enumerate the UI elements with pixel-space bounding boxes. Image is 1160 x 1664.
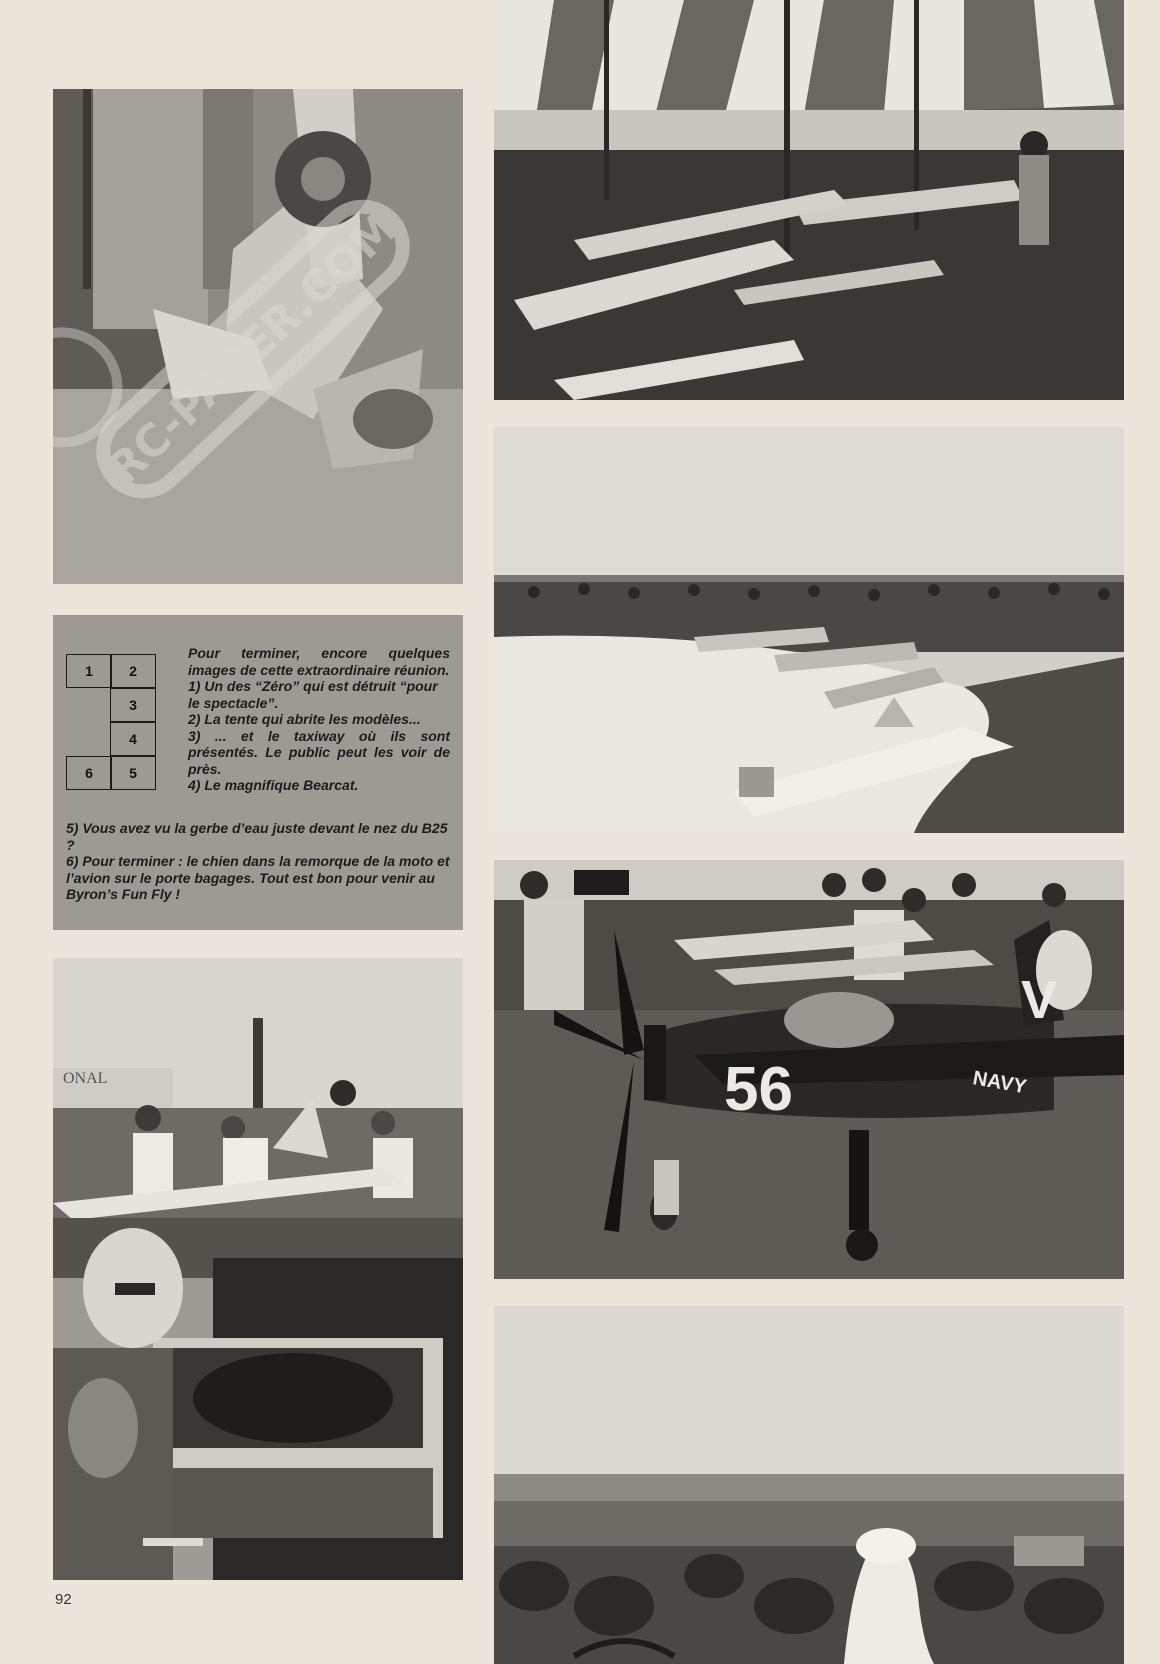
caption-item-3: 3) ... et le taxiway où ils sont présentés. Le public peut les voir de près.	[188, 727, 450, 777]
caption-item-4: 4) Le magnifique Bearcat.	[188, 777, 359, 793]
grid-cell-2: 2	[110, 654, 156, 688]
caption-intro: Pour terminer, encore quelques images de cette extraordinaire réunion.	[188, 645, 450, 678]
photo-tent	[494, 0, 1124, 400]
photo-dog-trailer	[53, 958, 463, 1580]
grid-cell-6: 6	[66, 756, 112, 790]
grid-cell-1: 1	[66, 654, 112, 688]
photo-layout-grid	[66, 654, 158, 790]
photo-b25-splash	[494, 1306, 1124, 1664]
caption-box	[53, 615, 463, 930]
caption-text-right	[188, 645, 450, 794]
caption-text-full	[66, 820, 454, 903]
watermark	[53, 89, 463, 584]
photo-zero-crash	[53, 89, 463, 584]
page-number: 92	[55, 1591, 72, 1608]
caption-item-5: 5) Vous avez vu la gerbe d’eau juste devant le nez du B25 ?	[66, 820, 448, 853]
bearcat-navy-label: NAVY	[971, 1067, 1029, 1099]
caption-item-2: 2) La tente qui abrite les modèles...	[188, 711, 421, 727]
grid-cell-3: 3	[110, 688, 156, 722]
grid-cell-4: 4	[110, 722, 156, 756]
photo-bearcat	[494, 860, 1124, 1279]
photo-taxiway	[494, 427, 1124, 833]
bearcat-number: 56	[724, 1055, 793, 1124]
bearcat-tail-letter: V	[1021, 970, 1058, 1030]
grid-cell-5: 5	[110, 756, 156, 790]
sign-text: ONAL	[63, 1070, 108, 1087]
caption-item-6: 6) Pour terminer : le chien dans la remorque de la moto et l’avion sur le porte bagages. Tout est bon pour venir au Byron’s Fun Fly !	[66, 853, 450, 902]
watermark-text: RC-PAPER.COM	[98, 202, 408, 496]
caption-item-1: 1) Un des “Zéro” qui est détruit “pour le spectacle”.	[188, 678, 438, 711]
